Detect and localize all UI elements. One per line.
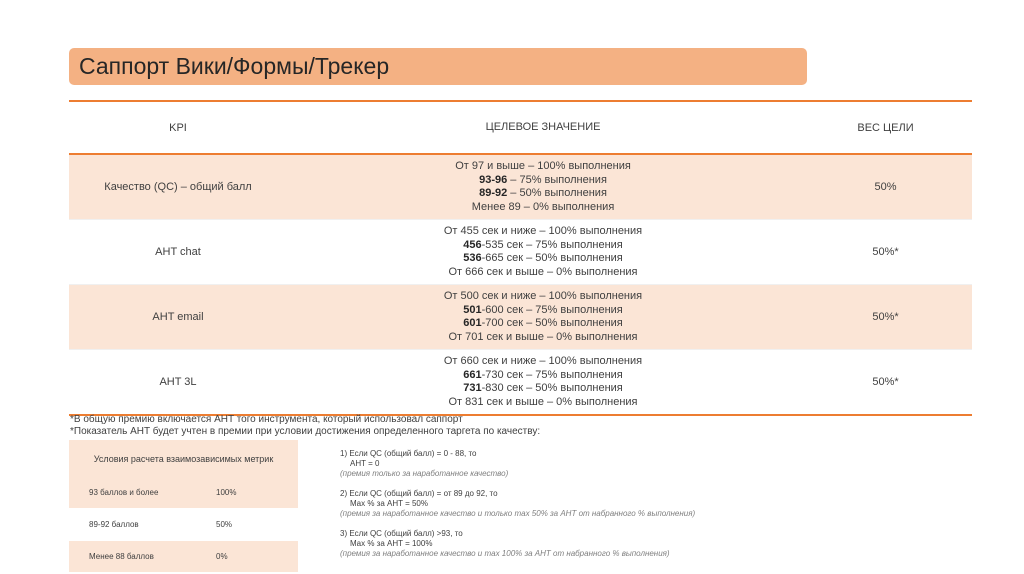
kpi-weight: 50%* — [872, 311, 899, 323]
target-range: 93-96 — [479, 173, 508, 186]
target-range: 731 — [463, 382, 482, 394]
target-values — [287, 160, 799, 214]
table-row — [69, 220, 972, 285]
target-range: 661 — [463, 368, 482, 381]
footnote-1: *В общую премию включается AHT того инструмента, который использовал саппорт — [70, 414, 463, 425]
kpi-name: AHT chat — [155, 246, 201, 258]
rule-item — [340, 489, 760, 519]
conditions-row — [69, 541, 298, 573]
target-line — [287, 317, 799, 331]
target-line: От 701 сек и выше – 0% выполнения — [448, 330, 638, 343]
table-row — [69, 155, 972, 220]
target-line: От 660 сек и ниже – 100% выполнения — [443, 355, 643, 367]
target-line — [287, 174, 799, 188]
target-values — [287, 225, 799, 279]
target-range: 456 — [463, 238, 482, 251]
rule-note: (премия за наработанное качество и только max 50% за AHT от набранного % выполнения) — [340, 509, 696, 518]
kpi-name: AHT 3L — [159, 376, 197, 388]
condition-label: 93 баллов и более — [89, 488, 159, 497]
condition-value: 0% — [216, 552, 228, 561]
target-result: -600 сек – 75% выполнения — [481, 303, 623, 316]
condition-label: 89-92 баллов — [89, 520, 139, 529]
kpi-name: Качество (QC) – общий балл — [104, 181, 252, 193]
target-line: От 500 сек и ниже – 100% выполнения — [443, 290, 643, 302]
target-line — [287, 187, 799, 201]
rule-line2: AHT = 0 — [350, 459, 380, 468]
target-result: – 50% выполнения — [507, 187, 607, 199]
target-range: 601 — [463, 317, 482, 329]
condition-value: 50% — [216, 520, 233, 529]
target-line — [287, 252, 799, 266]
target-result: -700 сек – 50% выполнения — [481, 317, 623, 329]
rule-line2: Max % за AHT = 50% — [350, 499, 428, 508]
target-line — [287, 369, 799, 383]
footnotes — [70, 414, 540, 438]
conditions-header: Условия расчета взаимозависимых метрик — [69, 440, 298, 477]
header-target: ЦЕЛЕВОЕ ЗНАЧЕНИЕ — [485, 120, 601, 133]
target-line: От 455 сек и ниже – 100% выполнения — [443, 225, 643, 237]
target-result: -830 сек – 50% выполнения — [481, 382, 623, 394]
target-line: Менее 89 – 0% выполнения — [471, 200, 615, 213]
target-result: -535 сек – 75% выполнения — [481, 238, 623, 251]
rule-note: (премия за наработанное качество и max 100% за AHT от набранного % выполнения) — [340, 549, 670, 558]
header-weight: ВЕС ЦЕЛИ — [857, 121, 914, 134]
conditions-row — [69, 477, 298, 509]
target-line — [287, 382, 799, 396]
condition-label: Менее 88 баллов — [89, 552, 154, 561]
table-header — [69, 100, 972, 155]
kpi-weight: 50%* — [872, 246, 899, 258]
rule-item — [340, 449, 760, 479]
target-result: -730 сек – 75% выполнения — [481, 368, 623, 381]
kpi-weight: 50%* — [872, 376, 899, 388]
target-values — [287, 355, 799, 409]
rule-line1: 1) Если QC (общий балл) = 0 - 88, то — [340, 449, 477, 458]
table-row — [69, 350, 972, 416]
conditions-row — [69, 509, 298, 541]
kpi-name: AHT email — [152, 311, 204, 323]
rule-item — [340, 529, 760, 559]
footnote-2: *Показатель AHT будет учтен в премии при условии достижения определенного таргета по качеству: — [70, 426, 541, 437]
target-line — [287, 239, 799, 253]
title-bar — [69, 48, 807, 85]
kpi-weight: 50% — [874, 181, 897, 193]
rules-list — [340, 449, 760, 569]
header-kpi: KPI — [169, 121, 187, 134]
kpi-table — [69, 100, 972, 416]
target-range: 536 — [463, 252, 482, 264]
rule-note: (премия только за наработанное качество) — [340, 469, 509, 478]
rule-line1: 3) Если QC (общий балл) >93, то — [340, 529, 463, 538]
table-row — [69, 285, 972, 350]
rule-line1: 2) Если QC (общий балл) = от 89 до 92, то — [340, 489, 498, 498]
target-line: От 97 и выше – 100% выполнения — [455, 160, 631, 172]
target-result: -665 сек – 50% выполнения — [481, 252, 623, 264]
target-values — [287, 290, 799, 344]
target-range: 501 — [463, 303, 482, 316]
target-line — [287, 304, 799, 318]
page-title: Саппорт Вики/Формы/Трекер — [79, 53, 390, 79]
target-line: От 831 сек и выше – 0% выполнения — [448, 395, 638, 408]
rule-line2: Max % за AHT = 100% — [350, 539, 433, 548]
conditions-table — [69, 440, 298, 573]
target-result: – 75% выполнения — [507, 173, 607, 186]
target-range: 89-92 — [479, 187, 508, 199]
condition-value: 100% — [216, 488, 237, 497]
target-line: От 666 сек и выше – 0% выполнения — [448, 265, 638, 278]
